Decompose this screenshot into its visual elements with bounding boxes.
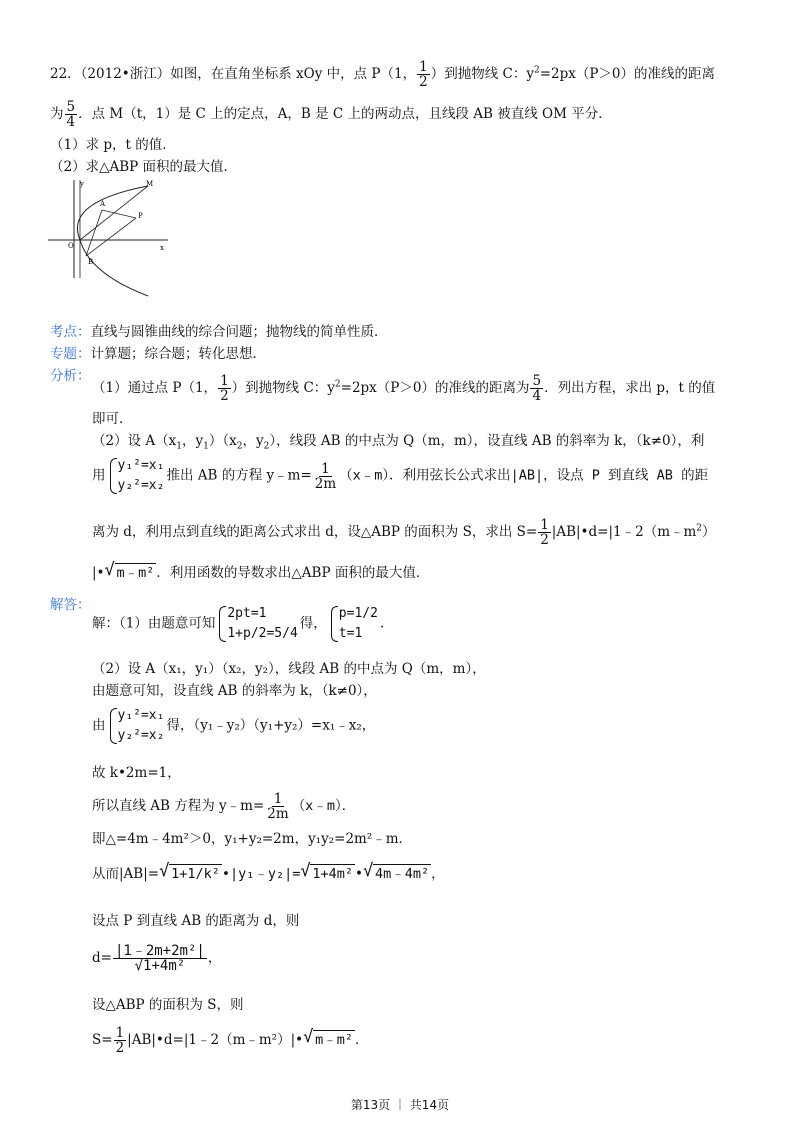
label-M: M [146,180,154,188]
question-2: （2）求△ABP 面积的最大值． [50,159,238,175]
label-B: B [88,258,94,266]
label-y: y [80,180,84,188]
jieda-line-1: 解：（1）由题意可知 2pt=1 1+p/2=5/4 得， p=1/2 t=1 ． [92,604,393,644]
parabola-curve [77,186,148,296]
fenxi-line-3: （2）设 $A(x_1$，$y_1)(x_2$，$y_2$），线段 AB 的中点为 Q（m，m），设直线 AB 的斜率为 k，（k≠0），利 [92,433,705,452]
jieda-line-10: d= $\frac{\text{|1﹣2m+2m²|}}{\text{√1+4m²}}$ ， [92,943,222,974]
fenxi-line-6: |•√ m﹣m² ．利用函数的导数求出△ABP 面积的最大值． [92,563,429,582]
sqrt: √ m﹣m² [115,563,157,582]
label-O: O [68,242,74,250]
problem-line-2: 为 $\frac{5}{4}$ ．点 M（t，1）是 C 上的定点，A，B 是 C 上的两动点，且线段 AB 被直线 OM 平分． [50,99,612,130]
jieda-label: 解答： [50,597,91,613]
fenxi-line-5: 离为 d，利用点到直线的距离公式求出 d，设△ABP 的面积为 S，求出 S= $\frac{1}{2}$ $|AB|•d=|1﹣2(m﹣m^2)$ [92,517,716,548]
page-footer: 第13页 ｜ 共14页 [350,1098,450,1112]
zhuanti-label: 专题： [50,346,91,362]
zhuanti-row: 专题：计算题；综合题；转化思想． [50,346,266,362]
label-x: x [160,244,164,252]
jieda-line-6: 所以直线 AB 方程为 y﹣m= $\frac{1}{2m}$ （x﹣m）． [92,791,356,822]
jieda-line-12: S= $\frac{1}{2}$ |AB|•d=|1﹣2（m﹣m²）|•√ m﹣m² ． [92,1026,368,1055]
segment-BP [86,218,136,256]
equation-system: y₁²=x₁ y₂²=x₂ [108,456,165,496]
label-A: A [100,200,106,208]
segment-AP [102,210,136,218]
problem-line-1: 22．（2012•浙江）如图，在直角坐标系 xOy 中，点 P（1， $\frac{1}{2}$ ）到抛物线 C：$y^2=2px(P>0)$的准线的距离 [50,59,716,90]
question-1: （1）求 p，t 的值． [50,137,176,153]
jieda-line-8: 从而|AB|=√ 1+1/k² •|y₁﹣y₂|=√ 1+4m² •√ 4m﹣4m² ， [92,864,445,883]
fraction: $\frac{1}{2}$ [419,59,428,90]
fenxi-line-1: （1）通过点 P（1， $\frac{1}{2}$ ）到抛物线 C：$y^2=2px(P>0)$的准线的距离为 $\frac{5}{4}$ ．列出方程，求出 p，t 的值 [92,373,716,404]
label-P: P [138,212,143,220]
jieda-line-9: 设点 P 到直线 AB 的距离为 d，则 [92,913,300,929]
fenxi-line-4: 用 y₁²=x₁ y₂²=x₂ 推出 AB 的方程 y﹣m= $\frac{1}{2m}$ （x﹣m）．利用弦长公式求出|AB|，设点 P 到直线 AB 的距 [92,456,708,496]
fenxi-line-2: 即可． [92,411,133,427]
jieda-line-7: 即△=4m﹣4m²＞0，y₁+y₂=2m，y₁y₂=2m²﹣m． [92,831,413,847]
fenxi-label: 分析： [50,368,91,384]
jieda-line-11: 设△ABP 的面积为 S，则 [92,997,244,1013]
jieda-line-2: （2）设 A（x₁，y₁）（x₂，y₂），线段 AB 的中点为 Q（m，m）， [92,661,486,677]
parabola-figure [44,178,174,300]
kaodian-row: 考点：直线与圆锥曲线的综合问题；抛物线的简单性质． [50,324,388,340]
jieda-line-5: 故 k•2m=1， [92,765,181,781]
jieda-line-4: 由 y₁²=x₁ y₂²=x₂ 得，（y₁﹣y₂）（y₁+y₂）=x₁﹣x₂， [92,706,375,746]
kaodian-label: 考点： [50,324,91,340]
jieda-line-3: 由题意可知，设直线 AB 的斜率为 k，（k≠0）， [92,683,377,699]
